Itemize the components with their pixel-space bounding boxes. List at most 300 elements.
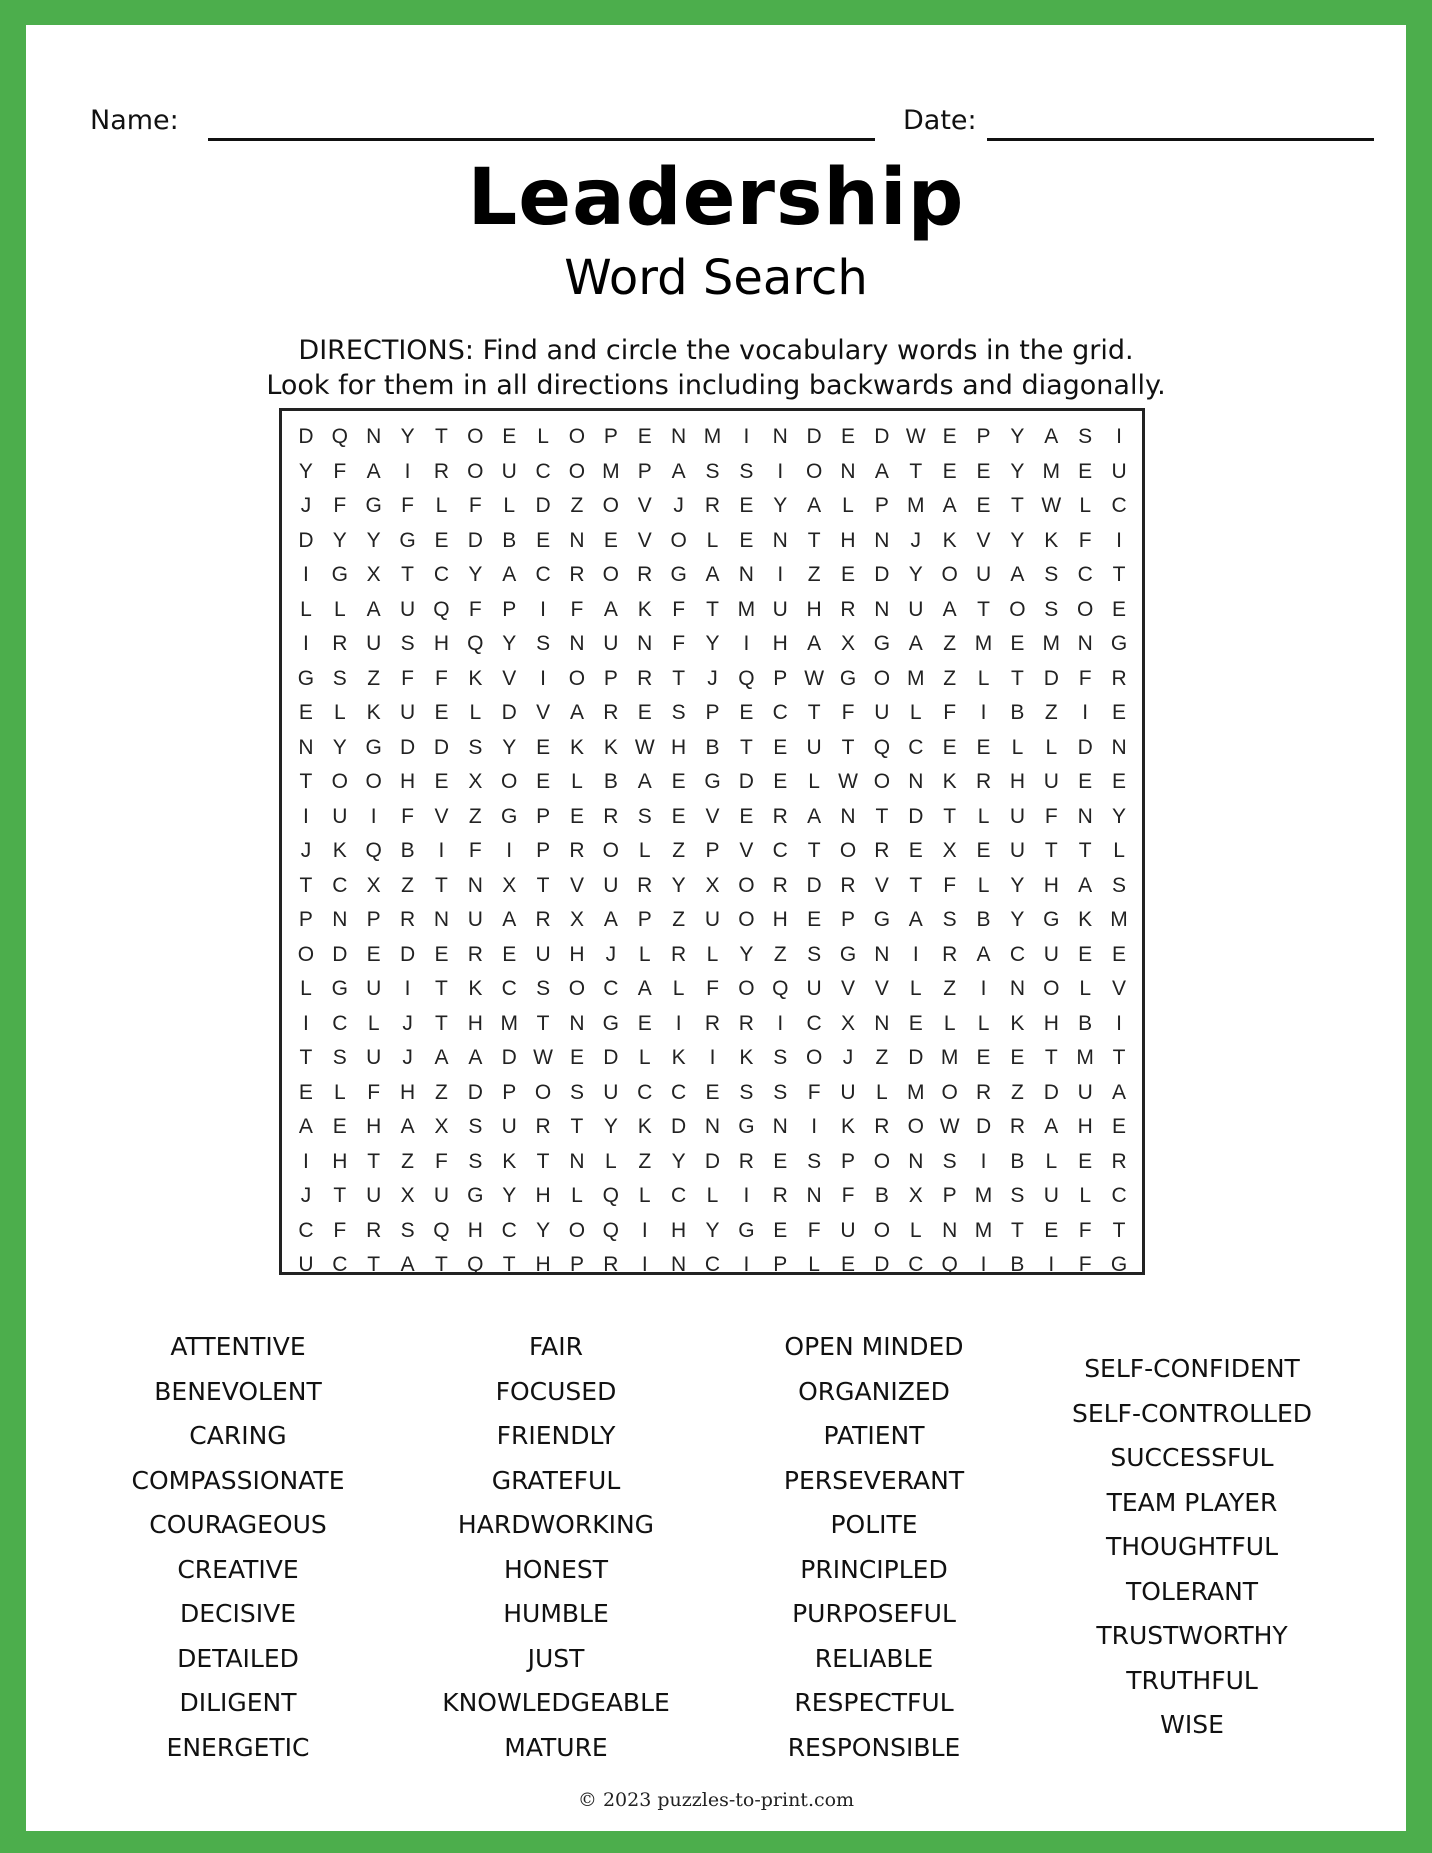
grid-letter[interactable]: I xyxy=(540,597,547,621)
grid-letter[interactable]: U xyxy=(603,632,619,656)
grid-letter[interactable]: D xyxy=(975,1115,992,1139)
grid-letter[interactable]: I xyxy=(540,666,547,690)
grid-letter[interactable]: T xyxy=(1011,494,1024,518)
grid-letter[interactable]: H xyxy=(467,1011,483,1035)
grid-letter[interactable]: T xyxy=(1044,839,1058,863)
grid-letter[interactable]: G xyxy=(399,528,416,552)
grid-letter[interactable]: Y xyxy=(536,1218,551,1242)
grid-letter[interactable]: M xyxy=(1110,908,1128,932)
grid-letter[interactable]: T xyxy=(706,597,719,621)
grid-letter[interactable]: L xyxy=(300,977,312,1001)
grid-letter[interactable]: M xyxy=(500,1011,518,1035)
grid-letter[interactable]: E xyxy=(739,494,754,518)
grid-letter[interactable]: R xyxy=(840,597,856,621)
grid-letter[interactable]: T xyxy=(807,701,821,725)
grid-letter[interactable]: T xyxy=(807,839,821,863)
grid-letter[interactable]: N xyxy=(332,908,348,932)
grid-letter[interactable]: A xyxy=(468,1046,483,1070)
grid-letter[interactable]: I xyxy=(1116,528,1122,552)
grid-letter[interactable]: G xyxy=(704,770,721,794)
grid-letter[interactable]: E xyxy=(841,563,856,587)
grid-letter[interactable]: K xyxy=(332,839,347,863)
grid-letter[interactable]: E xyxy=(536,528,551,552)
grid-letter[interactable]: I xyxy=(1116,425,1122,449)
grid-letter[interactable]: S xyxy=(942,908,957,932)
grid-letter[interactable]: R xyxy=(772,804,788,828)
grid-letter[interactable]: E xyxy=(1078,770,1093,794)
grid-letter[interactable]: P xyxy=(536,839,551,863)
grid-letter[interactable]: A xyxy=(637,770,652,794)
grid-letter[interactable]: P xyxy=(773,666,788,690)
grid-letter[interactable]: K xyxy=(739,1046,754,1070)
grid-letter[interactable]: C xyxy=(298,1218,314,1242)
grid-letter[interactable]: H xyxy=(1043,873,1059,897)
grid-letter[interactable]: X xyxy=(468,770,483,794)
grid-letter[interactable]: F xyxy=(435,666,448,690)
grid-letter[interactable]: E xyxy=(1078,942,1093,966)
grid-letter[interactable]: L xyxy=(1113,839,1125,863)
grid-letter[interactable]: S xyxy=(536,632,551,656)
grid-letter[interactable]: P xyxy=(705,839,720,863)
grid-letter[interactable]: A xyxy=(502,563,517,587)
grid-letter[interactable]: G xyxy=(839,942,857,966)
grid-letter[interactable]: F xyxy=(468,839,482,863)
grid-letter[interactable]: E xyxy=(908,1011,923,1035)
grid-letter[interactable]: Z xyxy=(570,494,584,518)
grid-letter[interactable]: N xyxy=(569,1149,585,1173)
grid-letter[interactable]: K xyxy=(841,1115,856,1139)
grid-letter[interactable]: I xyxy=(1048,1253,1055,1277)
grid-letter[interactable]: T xyxy=(435,873,448,897)
grid-letter[interactable]: E xyxy=(434,528,449,552)
grid-letter[interactable]: S xyxy=(536,977,551,1001)
grid-letter[interactable]: R xyxy=(569,839,585,863)
grid-letter[interactable]: N xyxy=(772,528,788,552)
grid-letter[interactable]: K xyxy=(671,1046,686,1070)
grid-letter[interactable]: P xyxy=(705,701,720,725)
grid-letter[interactable]: Q xyxy=(738,666,755,690)
grid-letter[interactable]: I xyxy=(1082,701,1089,725)
grid-letter[interactable]: D xyxy=(467,1080,483,1104)
grid-letter[interactable]: Y xyxy=(671,873,686,897)
grid-letter[interactable]: P xyxy=(502,597,517,621)
grid-letter[interactable]: S xyxy=(400,1218,415,1242)
grid-letter[interactable]: F xyxy=(333,459,347,483)
grid-letter[interactable]: L xyxy=(943,1011,956,1035)
grid-letter[interactable]: M xyxy=(907,494,925,518)
grid-letter[interactable]: H xyxy=(399,770,416,794)
grid-letter[interactable]: I xyxy=(709,1046,716,1070)
grid-letter[interactable]: U xyxy=(332,804,348,828)
grid-letter[interactable]: P xyxy=(874,494,889,518)
grid-letter[interactable]: Y xyxy=(1010,459,1025,483)
grid-letter[interactable]: R xyxy=(874,839,890,863)
grid-letter[interactable]: C xyxy=(671,1080,687,1104)
grid-letter[interactable]: A xyxy=(502,908,517,932)
grid-letter[interactable]: G xyxy=(873,908,891,932)
grid-letter[interactable]: N xyxy=(569,632,585,656)
grid-letter[interactable]: N xyxy=(366,425,382,449)
grid-letter[interactable]: H xyxy=(399,1080,416,1104)
grid-letter[interactable]: E xyxy=(366,942,381,966)
grid-letter[interactable]: T xyxy=(739,735,753,759)
grid-letter[interactable]: V xyxy=(502,666,517,690)
grid-letter[interactable]: K xyxy=(637,597,652,621)
grid-letter[interactable]: I xyxy=(404,977,411,1001)
grid-letter[interactable]: U xyxy=(806,977,822,1001)
grid-letter[interactable]: C xyxy=(501,977,517,1001)
grid-letter[interactable]: T xyxy=(807,528,821,552)
grid-letter[interactable]: S xyxy=(332,666,347,690)
grid-letter[interactable]: U xyxy=(433,1184,450,1208)
grid-letter[interactable]: C xyxy=(603,977,619,1001)
grid-letter[interactable]: C xyxy=(1077,563,1093,587)
grid-letter[interactable]: L xyxy=(537,425,549,449)
grid-letter[interactable]: A xyxy=(569,701,584,725)
grid-letter[interactable]: N xyxy=(874,1011,890,1035)
grid-letter[interactable]: F xyxy=(468,597,482,621)
grid-letter[interactable]: N xyxy=(671,425,687,449)
grid-letter[interactable]: R xyxy=(366,1218,382,1242)
grid-letter[interactable]: E xyxy=(773,735,788,759)
grid-letter[interactable]: I xyxy=(743,1253,750,1277)
grid-letter[interactable]: I xyxy=(912,942,919,966)
grid-letter[interactable]: I xyxy=(303,563,309,587)
grid-letter[interactable]: N xyxy=(772,1115,788,1139)
grid-letter[interactable]: C xyxy=(1009,942,1025,966)
grid-letter[interactable]: I xyxy=(743,1184,750,1208)
grid-letter[interactable]: I xyxy=(743,632,750,656)
grid-letter[interactable]: Z xyxy=(773,942,787,966)
grid-letter[interactable]: A xyxy=(807,804,822,828)
grid-letter[interactable]: Y xyxy=(1010,425,1025,449)
grid-letter[interactable]: O xyxy=(297,942,315,966)
grid-letter[interactable]: H xyxy=(772,908,788,932)
grid-letter[interactable]: L xyxy=(333,597,346,621)
grid-letter[interactable]: C xyxy=(535,459,551,483)
grid-letter[interactable]: O xyxy=(501,770,518,794)
grid-letter[interactable]: O xyxy=(331,770,348,794)
grid-letter[interactable]: U xyxy=(1009,839,1025,863)
grid-letter[interactable]: C xyxy=(772,701,788,725)
grid-letter[interactable]: M xyxy=(703,425,722,449)
grid-letter[interactable]: T xyxy=(367,1149,381,1173)
grid-letter[interactable]: T xyxy=(909,459,923,483)
grid-letter[interactable]: F xyxy=(1078,1218,1092,1242)
grid-letter[interactable]: A xyxy=(671,459,686,483)
grid-letter[interactable]: A xyxy=(942,597,957,621)
grid-letter[interactable]: U xyxy=(399,597,416,621)
grid-letter[interactable]: T xyxy=(1044,1046,1058,1070)
grid-letter[interactable]: D xyxy=(1077,735,1093,759)
grid-letter[interactable]: H xyxy=(569,942,585,966)
grid-letter[interactable]: I xyxy=(303,632,309,656)
grid-letter[interactable]: Z xyxy=(1011,1080,1024,1104)
grid-letter[interactable]: Z xyxy=(672,908,686,932)
grid-letter[interactable]: E xyxy=(298,701,313,725)
grid-letter[interactable]: S xyxy=(773,1080,788,1104)
grid-letter[interactable]: N xyxy=(840,804,856,828)
grid-letter[interactable]: J xyxy=(605,942,617,966)
grid-letter[interactable]: E xyxy=(1112,942,1127,966)
grid-letter[interactable]: Y xyxy=(671,1149,686,1173)
grid-letter[interactable]: O xyxy=(568,977,586,1001)
grid-letter[interactable]: I xyxy=(777,563,784,587)
grid-letter[interactable]: N xyxy=(1077,804,1093,828)
grid-letter[interactable]: C xyxy=(671,1184,687,1208)
grid-letter[interactable]: U xyxy=(399,701,416,725)
grid-letter[interactable]: U xyxy=(366,977,382,1001)
grid-letter[interactable]: V xyxy=(536,701,551,725)
grid-letter[interactable]: E xyxy=(976,839,991,863)
grid-letter[interactable]: O xyxy=(873,770,891,794)
grid-letter[interactable]: O xyxy=(873,1149,891,1173)
grid-letter[interactable]: U xyxy=(1077,1080,1093,1104)
grid-letter[interactable]: D xyxy=(298,528,314,552)
grid-letter[interactable]: R xyxy=(671,942,687,966)
grid-letter[interactable]: O xyxy=(907,1115,924,1139)
grid-letter[interactable]: J xyxy=(707,666,718,690)
grid-letter[interactable]: T xyxy=(1112,1046,1126,1070)
grid-letter[interactable]: Y xyxy=(502,1184,517,1208)
grid-letter[interactable]: X xyxy=(705,873,720,897)
grid-letter[interactable]: B xyxy=(1078,1011,1093,1035)
grid-letter[interactable]: A xyxy=(807,494,822,518)
grid-letter[interactable]: Y xyxy=(502,735,517,759)
grid-letter[interactable]: F xyxy=(333,1218,347,1242)
grid-letter[interactable]: Z xyxy=(435,1080,448,1104)
grid-letter[interactable]: J xyxy=(402,1046,413,1070)
grid-letter[interactable]: B xyxy=(1010,1149,1025,1173)
grid-letter[interactable]: M xyxy=(602,459,620,483)
grid-letter[interactable]: U xyxy=(1111,459,1127,483)
grid-letter[interactable]: I xyxy=(404,459,411,483)
grid-letter[interactable]: F xyxy=(1078,528,1092,552)
grid-letter[interactable]: F xyxy=(841,701,855,725)
grid-letter[interactable]: L xyxy=(571,770,583,794)
grid-letter[interactable]: L xyxy=(503,494,516,518)
grid-letter[interactable]: L xyxy=(977,666,990,690)
grid-letter[interactable]: C xyxy=(908,735,924,759)
grid-letter[interactable]: I xyxy=(675,1011,682,1035)
grid-letter[interactable]: Y xyxy=(1010,873,1025,897)
grid-letter[interactable]: U xyxy=(535,942,551,966)
grid-letter[interactable]: B xyxy=(502,528,517,552)
grid-letter[interactable]: H xyxy=(1043,1011,1059,1035)
grid-letter[interactable]: E xyxy=(434,701,449,725)
grid-letter[interactable]: E xyxy=(603,528,618,552)
grid-letter[interactable]: Z xyxy=(1044,701,1058,725)
grid-letter[interactable]: R xyxy=(569,563,585,587)
grid-letter[interactable]: R xyxy=(332,632,348,656)
grid-letter[interactable]: I xyxy=(438,839,445,863)
grid-letter[interactable]: I xyxy=(980,1253,987,1277)
grid-letter[interactable]: L xyxy=(300,597,312,621)
grid-letter[interactable]: D xyxy=(298,425,314,449)
grid-letter[interactable]: U xyxy=(603,873,619,897)
grid-letter[interactable]: I xyxy=(303,1149,309,1173)
grid-letter[interactable]: F xyxy=(1078,666,1092,690)
grid-letter[interactable]: V xyxy=(637,494,652,518)
grid-letter[interactable]: O xyxy=(534,1080,552,1104)
grid-letter[interactable]: L xyxy=(808,770,820,794)
grid-letter[interactable]: N xyxy=(840,459,856,483)
grid-letter[interactable]: T xyxy=(435,1253,448,1277)
grid-letter[interactable]: A xyxy=(298,1115,313,1139)
grid-letter[interactable]: Q xyxy=(365,839,382,863)
grid-letter[interactable]: E xyxy=(637,425,652,449)
grid-letter[interactable]: G xyxy=(1110,1253,1128,1277)
grid-letter[interactable]: I xyxy=(1116,1011,1122,1035)
grid-letter[interactable]: K xyxy=(637,1115,652,1139)
grid-letter[interactable]: T xyxy=(977,597,990,621)
grid-letter[interactable]: L xyxy=(571,1184,583,1208)
grid-letter[interactable]: K xyxy=(468,666,483,690)
grid-letter[interactable]: R xyxy=(535,1115,551,1139)
grid-letter[interactable]: G xyxy=(670,563,687,587)
grid-letter[interactable]: A xyxy=(637,977,652,1001)
grid-letter[interactable]: F xyxy=(401,494,414,518)
grid-letter[interactable]: S xyxy=(1044,563,1059,587)
grid-letter[interactable]: E xyxy=(773,1218,788,1242)
grid-letter[interactable]: D xyxy=(874,1253,890,1277)
grid-letter[interactable]: I xyxy=(370,804,377,828)
grid-letter[interactable]: Q xyxy=(433,597,450,621)
grid-letter[interactable]: T xyxy=(1078,839,1092,863)
grid-letter[interactable]: G xyxy=(331,563,348,587)
grid-letter[interactable]: S xyxy=(773,1046,788,1070)
grid-letter[interactable]: G xyxy=(297,666,315,690)
grid-letter[interactable]: A xyxy=(807,632,822,656)
grid-letter[interactable]: T xyxy=(1011,666,1024,690)
grid-letter[interactable]: I xyxy=(777,1011,784,1035)
grid-letter[interactable]: P xyxy=(603,425,618,449)
grid-letter[interactable]: Z xyxy=(672,839,686,863)
grid-letter[interactable]: H xyxy=(535,1253,551,1277)
grid-letter[interactable]: G xyxy=(1110,632,1128,656)
grid-letter[interactable]: T xyxy=(333,1184,347,1208)
grid-letter[interactable]: T xyxy=(841,735,855,759)
grid-letter[interactable]: O xyxy=(568,666,586,690)
grid-letter[interactable]: R xyxy=(433,459,450,483)
grid-letter[interactable]: L xyxy=(1011,735,1024,759)
grid-letter[interactable]: N xyxy=(806,1184,822,1208)
grid-letter[interactable]: R xyxy=(603,804,619,828)
grid-letter[interactable]: L xyxy=(706,528,719,552)
grid-letter[interactable]: N xyxy=(671,1253,687,1277)
grid-letter[interactable]: Y xyxy=(468,563,483,587)
grid-letter[interactable]: H xyxy=(366,1115,382,1139)
grid-letter[interactable]: U xyxy=(772,597,788,621)
grid-letter[interactable]: S xyxy=(637,804,652,828)
grid-letter[interactable]: W xyxy=(1041,494,1062,518)
grid-letter[interactable]: R xyxy=(1111,666,1127,690)
grid-letter[interactable]: D xyxy=(603,1046,619,1070)
grid-letter[interactable]: H xyxy=(806,597,822,621)
grid-letter[interactable]: R xyxy=(840,873,856,897)
grid-letter[interactable]: T xyxy=(943,804,957,828)
grid-letter[interactable]: T xyxy=(299,1046,313,1070)
grid-letter[interactable]: K xyxy=(366,701,381,725)
grid-letter[interactable]: E xyxy=(807,908,822,932)
grid-letter[interactable]: L xyxy=(977,1011,990,1035)
grid-letter[interactable]: O xyxy=(805,1046,823,1070)
grid-letter[interactable]: Y xyxy=(1010,908,1025,932)
grid-letter[interactable]: B xyxy=(603,770,618,794)
grid-letter[interactable]: H xyxy=(840,528,856,552)
grid-letter[interactable]: E xyxy=(705,1080,720,1104)
grid-letter[interactable]: E xyxy=(773,1149,788,1173)
grid-letter[interactable]: A xyxy=(1078,873,1093,897)
grid-letter[interactable]: T xyxy=(875,804,889,828)
grid-letter[interactable]: G xyxy=(331,977,348,1001)
grid-letter[interactable]: O xyxy=(602,563,620,587)
grid-letter[interactable]: U xyxy=(501,459,517,483)
grid-letter[interactable]: X xyxy=(434,1115,449,1139)
grid-letter[interactable]: D xyxy=(399,942,416,966)
grid-letter[interactable]: O xyxy=(568,459,586,483)
grid-letter[interactable]: D xyxy=(874,563,890,587)
grid-letter[interactable]: P xyxy=(841,908,856,932)
grid-letter[interactable]: E xyxy=(942,459,957,483)
grid-letter[interactable]: D xyxy=(501,1046,517,1070)
grid-letter[interactable]: L xyxy=(1079,494,1092,518)
grid-letter[interactable]: P xyxy=(773,1253,788,1277)
grid-letter[interactable]: V xyxy=(434,804,449,828)
grid-letter[interactable]: L xyxy=(333,1080,346,1104)
grid-letter[interactable]: V xyxy=(874,873,889,897)
grid-letter[interactable]: K xyxy=(603,735,618,759)
grid-letter[interactable]: L xyxy=(706,942,719,966)
grid-letter[interactable]: V xyxy=(841,977,856,1001)
grid-letter[interactable]: G xyxy=(738,1218,755,1242)
grid-letter[interactable]: E xyxy=(1010,632,1025,656)
grid-letter[interactable]: Y xyxy=(366,528,381,552)
grid-letter[interactable]: C xyxy=(332,873,348,897)
grid-letter[interactable]: N xyxy=(569,1011,585,1035)
grid-letter[interactable]: Y xyxy=(705,1218,720,1242)
grid-letter[interactable]: U xyxy=(501,1115,517,1139)
grid-letter[interactable]: X xyxy=(400,1184,415,1208)
grid-letter[interactable]: Y xyxy=(908,563,923,587)
grid-letter[interactable]: R xyxy=(772,873,788,897)
grid-letter[interactable]: L xyxy=(808,1253,820,1277)
grid-letter[interactable]: F xyxy=(1044,804,1058,828)
grid-letter[interactable]: Y xyxy=(298,459,313,483)
grid-letter[interactable]: N xyxy=(908,770,924,794)
grid-letter[interactable]: E xyxy=(1112,1115,1127,1139)
grid-letter[interactable]: R xyxy=(637,563,653,587)
grid-letter[interactable]: S xyxy=(569,1080,584,1104)
grid-letter[interactable]: L xyxy=(333,701,346,725)
grid-letter[interactable]: G xyxy=(738,1115,755,1139)
grid-letter[interactable]: Y xyxy=(739,942,754,966)
grid-letter[interactable]: D xyxy=(908,1046,924,1070)
grid-letter[interactable]: P xyxy=(569,1253,584,1277)
grid-letter[interactable]: S xyxy=(705,459,720,483)
grid-letter[interactable]: P xyxy=(298,908,313,932)
grid-letter[interactable]: E xyxy=(434,942,449,966)
grid-letter[interactable]: O xyxy=(1077,597,1094,621)
grid-letter[interactable]: D xyxy=(467,528,483,552)
grid-letter[interactable]: S xyxy=(942,1149,957,1173)
grid-letter[interactable]: H xyxy=(332,1149,348,1173)
grid-letter[interactable]: S xyxy=(1112,873,1127,897)
grid-letter[interactable]: P xyxy=(536,804,551,828)
grid-letter[interactable]: F xyxy=(807,1218,821,1242)
grid-letter[interactable]: M xyxy=(737,597,756,621)
grid-letter[interactable]: J xyxy=(300,839,312,863)
